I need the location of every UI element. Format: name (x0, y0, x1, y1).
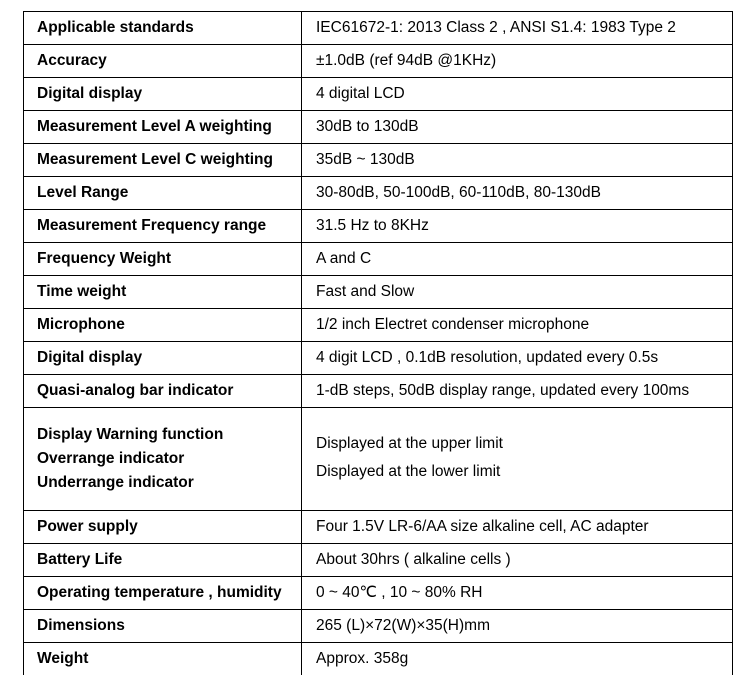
spec-value: 0 ~ 40℃ , 10 ~ 80% RH (302, 577, 733, 610)
spec-label: Overrange indicator (37, 447, 301, 471)
spec-label: Level Range (24, 177, 302, 210)
table-row (24, 342, 733, 375)
spec-value: IEC61672-1: 2013 Class 2 , ANSI S1.4: 1983 Type 2 (302, 12, 733, 45)
spec-label: Applicable standards (24, 12, 302, 45)
spec-value: Displayed at the lower limit (316, 458, 732, 486)
table-row (24, 243, 733, 276)
spec-value: About 30hrs ( alkaline cells ) (302, 544, 733, 577)
spec-label: Digital display (24, 342, 302, 375)
spec-label: Accuracy (24, 45, 302, 78)
table-row (24, 78, 733, 111)
table-row (24, 45, 733, 78)
spec-label: Frequency Weight (24, 243, 302, 276)
spec-label: Dimensions (24, 610, 302, 643)
spec-label: Digital display (24, 78, 302, 111)
spec-label: Measurement Frequency range (24, 210, 302, 243)
spec-label: Display Warning function (37, 423, 301, 447)
spec-value: 30-80dB, 50-100dB, 60-110dB, 80-130dB (302, 177, 733, 210)
table-row (24, 577, 733, 610)
spec-label: Weight (24, 643, 302, 675)
spec-label: Quasi-analog bar indicator (24, 375, 302, 408)
table-row-display-warning (24, 408, 733, 511)
spec-value: 1-dB steps, 50dB display range, updated every 100ms (302, 375, 733, 408)
table-row (24, 643, 733, 675)
spec-value: Fast and Slow (302, 276, 733, 309)
spec-label: Battery Life (24, 544, 302, 577)
spec-value: 1/2 inch Electret condenser microphone (302, 309, 733, 342)
specifications-table (23, 11, 733, 675)
table-row (24, 144, 733, 177)
spec-label: Measurement Level C weighting (24, 144, 302, 177)
spec-value: 30dB to 130dB (302, 111, 733, 144)
table-row (24, 375, 733, 408)
table-row (24, 544, 733, 577)
table-row (24, 210, 733, 243)
table-row (24, 309, 733, 342)
spec-value: 4 digital LCD (302, 78, 733, 111)
spec-label: Power supply (24, 511, 302, 544)
spec-value: 35dB ~ 130dB (302, 144, 733, 177)
table-row (24, 12, 733, 45)
spec-value: Approx. 358g (302, 643, 733, 675)
spec-value: ±1.0dB (ref 94dB @1KHz) (302, 45, 733, 78)
table-row (24, 177, 733, 210)
spec-value: 4 digit LCD , 0.1dB resolution, updated every 0.5s (302, 342, 733, 375)
spec-label: Time weight (24, 276, 302, 309)
spec-value: 31.5 Hz to 8KHz (302, 210, 733, 243)
spec-value: 265 (L)×72(W)×35(H)mm (302, 610, 733, 643)
table-row (24, 111, 733, 144)
spec-label: Microphone (24, 309, 302, 342)
spec-label-group (24, 408, 302, 511)
spec-value: Displayed at the upper limit (316, 430, 732, 458)
spec-label: Underrange indicator (37, 471, 301, 495)
spec-label: Measurement Level A weighting (24, 111, 302, 144)
spec-value-group (302, 408, 733, 511)
spec-value: Four 1.5V LR-6/AA size alkaline cell, AC adapter (302, 511, 733, 544)
table-row (24, 276, 733, 309)
table-row (24, 511, 733, 544)
table-row (24, 610, 733, 643)
spec-value: A and C (302, 243, 733, 276)
spec-label: Operating temperature , humidity (24, 577, 302, 610)
